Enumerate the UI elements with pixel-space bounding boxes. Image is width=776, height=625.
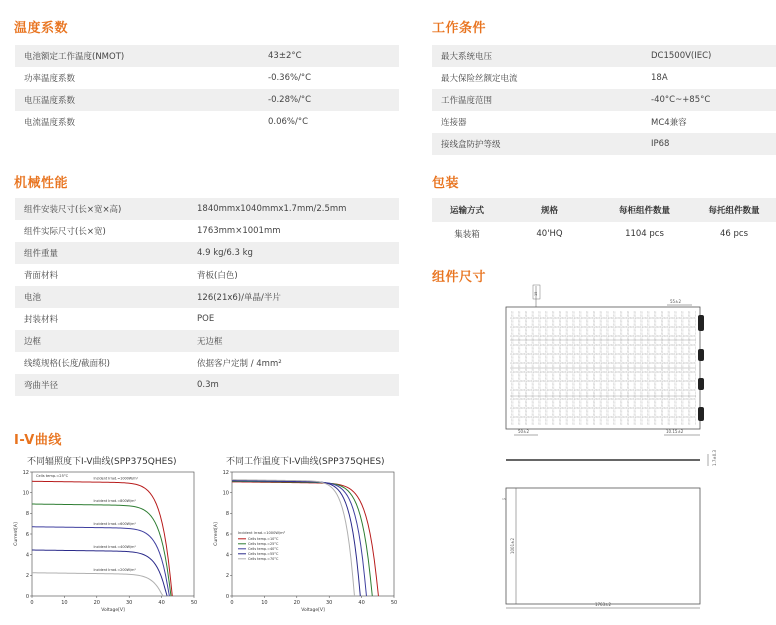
row-label: 弯曲半径 (15, 374, 188, 396)
table-row (15, 220, 399, 242)
y-tick-label: 2 (25, 573, 29, 580)
table-row (15, 286, 399, 308)
x-tick-label: 10 (261, 600, 268, 606)
table-row (15, 67, 399, 89)
table-row (432, 222, 776, 246)
y-tick-label: 0 (25, 593, 29, 600)
chart1-caption: 不同辐照度下I-V曲线(SPP375QHES) (27, 457, 177, 467)
module-side-view (506, 449, 717, 466)
cell: 46 pcs (719, 229, 748, 239)
y-tick-label: 8 (225, 511, 229, 518)
table-row (432, 89, 776, 111)
series-label: Incident Irrad.=600W/m² (93, 521, 136, 526)
x-axis-label: Voltage[V] (301, 608, 325, 613)
legend-label: Cells temp.=70°C (248, 557, 279, 561)
table-row (15, 45, 399, 67)
packaging-table (432, 198, 776, 246)
row-label: 最大保险丝额定电流 (441, 74, 518, 84)
row-value: 0.3m (188, 374, 399, 396)
x-tick-label: 0 (30, 600, 34, 606)
row-label: 线缆规格(长度/截面积) (24, 359, 110, 369)
x-tick-label: 50 (190, 600, 198, 606)
table-row (15, 264, 399, 286)
row-value: 18A (651, 73, 668, 83)
y-tick-label: 4 (25, 552, 29, 559)
row-label: 组件安装尺寸(长×宽×高) (15, 198, 188, 220)
header-cell: 运输方式 (432, 198, 502, 222)
row-value: -40°C~+85°C (642, 89, 776, 111)
top-right-dim: 55±2 (670, 299, 681, 304)
y-tick-label: 2 (225, 573, 229, 580)
legend-label: Cells temp.=55°C (248, 552, 279, 556)
row-value: 0.06%/°C (268, 117, 309, 127)
y-axis-label: Current[A] (14, 522, 19, 546)
x-tick-label: 40 (158, 600, 165, 606)
iv-title: I-V曲线 (14, 433, 62, 448)
cell: 集装箱 (454, 230, 480, 240)
row-label: 背面材料 (24, 271, 59, 281)
x-tick-label: 20 (293, 600, 300, 606)
row-label: 边框 (15, 330, 188, 352)
series-label: Incident Irrad.=200W/m² (93, 567, 136, 572)
y-tick-label: 4 (225, 552, 229, 559)
row-label: 连接器 (441, 118, 467, 128)
top-small-label: 15 (534, 291, 538, 296)
row-value: MC4兼容 (651, 118, 687, 128)
chart2-plot (213, 470, 397, 613)
x-tick-label: 0 (230, 600, 234, 606)
row-label: 功率温度系数 (24, 74, 76, 84)
series-label: Incident Irrad.=400W/m² (93, 545, 136, 550)
legend-label: Cells temp.=25°C (248, 542, 279, 546)
y-tick-label: 0 (225, 593, 229, 600)
table-row (432, 67, 776, 89)
row-value: 4.9 kg/6.3 kg (188, 242, 399, 264)
iv-chart-irradiance (10, 466, 205, 616)
header-cell: 每柜组件数量 (597, 198, 692, 222)
chart2-caption: 不同工作温度下I-V曲线(SPP375QHES) (226, 457, 385, 467)
cell: 40'HQ (536, 229, 563, 239)
row-value: -0.36%/°C (268, 73, 312, 83)
table-row (432, 133, 776, 155)
width-dim: 1763±2 (594, 602, 612, 607)
table-row (15, 198, 399, 220)
table-row (15, 111, 399, 133)
working-table (432, 45, 776, 155)
row-value: 1763mm×1001mm (197, 226, 281, 236)
row-label: 接线盒防护等级 (432, 133, 642, 155)
height-dim: 1001±2 (510, 537, 515, 555)
module-dimension-drawing (492, 282, 724, 612)
temperature-table (15, 45, 399, 133)
table-row (15, 374, 399, 396)
bottom-right-dim: 10.15±2 (666, 429, 684, 434)
y-tick-label: 6 (225, 531, 229, 538)
row-label: 电流温度系数 (24, 118, 76, 128)
x-tick-label: 30 (126, 600, 133, 606)
plot-frame (32, 472, 194, 596)
row-label: 电池额定工作温度(NMOT) (15, 45, 259, 67)
table-row (15, 352, 399, 374)
row-label: 组件实际尺寸(长×宽) (24, 227, 106, 237)
table-row (15, 89, 399, 111)
y-axis-label: Current[A] (214, 522, 219, 546)
table-row (15, 242, 399, 264)
row-label: 最大系统电压 (432, 45, 642, 67)
row-value: POE (197, 314, 215, 324)
cell: 1104 pcs (625, 229, 664, 239)
module-back-view (502, 488, 700, 608)
packaging-title: 包装 (432, 176, 460, 191)
row-value: 1840mmx1040mmx1.7mm/2.5mm (188, 198, 399, 220)
legend-label: Cells temp.=10°C (248, 537, 279, 541)
row-value: IP68 (642, 133, 776, 155)
y-tick-label: 12 (222, 469, 229, 476)
row-label: 组件重量 (15, 242, 188, 264)
y-tick-label: 8 (25, 511, 29, 518)
table-row (432, 111, 776, 133)
header-cell: 规格 (502, 198, 597, 222)
row-value: 无边框 (188, 330, 399, 352)
x-tick-label: 10 (61, 600, 68, 606)
header-cell: 每托组件数量 (692, 198, 776, 222)
row-label: 封装材料 (24, 315, 59, 325)
y-tick-label: 6 (25, 531, 29, 538)
legend-label: Cells temp.=40°C (248, 547, 279, 551)
chart-note: Incident Irrad.=1000W/m² (238, 531, 286, 535)
table-row (15, 308, 399, 330)
mechanical-title: 机械性能 (14, 176, 69, 191)
series-label: Incident Irrad.=1000W/m² (93, 476, 138, 481)
chart-note: Cells temp.=25°C (36, 474, 69, 478)
row-label: 工作温度范围 (432, 89, 642, 111)
table-row (432, 45, 776, 67)
temperature-title: 温度系数 (14, 21, 69, 36)
row-value: -0.28%/°C (259, 89, 399, 111)
x-tick-label: 40 (358, 600, 365, 606)
row-value: 43±2°C (259, 45, 399, 67)
y-tick-label: 10 (222, 490, 229, 497)
y-tick-label: 12 (22, 469, 29, 476)
bottom-left-dim: 50±2 (518, 429, 529, 434)
x-tick-label: 20 (93, 600, 100, 606)
iv-chart-temperature (210, 466, 405, 616)
series-label: Incident Irrad.=800W/m² (93, 499, 136, 504)
row-value: 背板(白色) (197, 271, 238, 281)
dimensions-title: 组件尺寸 (432, 270, 487, 285)
row-value: DC1500V(IEC) (642, 45, 776, 67)
table-row (15, 330, 399, 352)
y-tick-label: 10 (22, 490, 29, 497)
x-tick-label: 30 (326, 600, 333, 606)
working-title: 工作条件 (432, 21, 487, 36)
side-dim: 1.7±0.3 (712, 449, 717, 466)
x-tick-label: 50 (390, 600, 398, 606)
row-value: 126(21x6)/单晶/半片 (188, 286, 399, 308)
table-header-row (432, 198, 776, 222)
module-front-view (506, 285, 704, 435)
corner-dim: 15 (502, 497, 506, 501)
row-value: 依据客户定制 / 4mm² (197, 359, 282, 369)
row-label: 电压温度系数 (15, 89, 259, 111)
row-label: 电池 (15, 286, 188, 308)
mechanical-table (15, 198, 399, 396)
chart1-plot (13, 470, 197, 613)
x-axis-label: Voltage[V] (101, 608, 125, 613)
